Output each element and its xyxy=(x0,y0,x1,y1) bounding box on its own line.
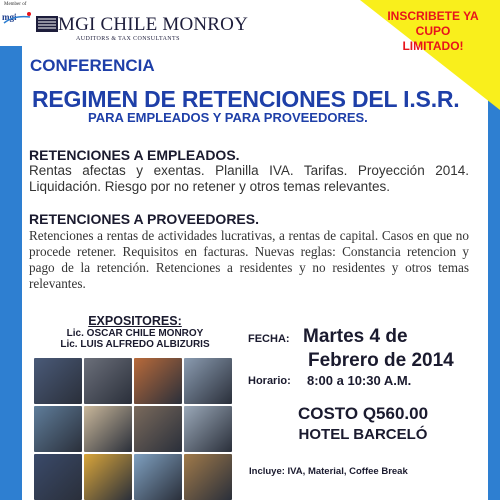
right-blue-bar xyxy=(488,100,500,500)
member-of-label: Member of xyxy=(4,2,27,7)
photo-meeting xyxy=(134,406,182,452)
mgi-swoosh-icon xyxy=(2,9,32,29)
date-label: FECHA: xyxy=(248,333,290,345)
includes: Incluye: IVA, Material, Coffee Break xyxy=(249,466,408,477)
venue: HOTEL BARCELÓ xyxy=(298,426,428,443)
left-blue-bar xyxy=(0,32,22,500)
photo-laboratory xyxy=(134,454,182,500)
mgi-small-logo: mgi xyxy=(2,12,17,22)
logo-subtitle: AUDITORS & TAX CONSULTANTS xyxy=(76,36,180,42)
banner-line-3: LIMITADO! xyxy=(402,39,464,53)
logo-grid-icon xyxy=(36,16,58,32)
time-label: Horario: xyxy=(248,375,291,387)
logo-title: MGI CHILE MONROY xyxy=(58,14,249,35)
banner-text xyxy=(373,9,493,54)
photo-server-room xyxy=(34,358,82,404)
photo-control-panel xyxy=(84,358,132,404)
photo-call-center xyxy=(184,358,232,404)
photo-engineers xyxy=(184,406,232,452)
photo-collage xyxy=(34,358,232,500)
speaker-name: Lic. OSCAR CHILE MONROY xyxy=(66,328,204,339)
speakers-title: EXPOSITORES: xyxy=(88,314,182,328)
section-employees-title: RETENCIONES A EMPLEADOS. xyxy=(29,147,240,163)
banner-line-1: INSCRIBETE YA xyxy=(387,9,479,23)
date-line-2: Febrero de 2014 xyxy=(308,350,454,371)
date-line-1: Martes 4 de xyxy=(303,326,408,347)
speakers-block xyxy=(30,314,240,350)
banner-line-2: CUPO xyxy=(415,24,451,38)
section-employees-body: Rentas afectas y exentas. Planilla IVA. Tarifas. Proyección 2014. Liquidación. Riesgo por no retener y otros temas relevantes. xyxy=(29,163,469,194)
section-suppliers-title: RETENCIONES A PROVEEDORES. xyxy=(29,211,260,227)
photo-office-team xyxy=(84,406,132,452)
event-title: REGIMEN DE RETENCIONES DEL I.S.R. xyxy=(32,86,460,112)
photo-factory-workers xyxy=(34,406,82,452)
photo-firefighters xyxy=(134,358,182,404)
time-value: 8:00 a 10:30 A.M. xyxy=(307,373,412,388)
price: COSTO Q560.00 xyxy=(297,404,429,423)
event-kind: CONFERENCIA xyxy=(30,56,155,75)
speaker-name: Lic. LUIS ALFREDO ALBIZURIS xyxy=(60,339,210,350)
photo-workers-helmets xyxy=(84,454,132,500)
photo-welder xyxy=(34,454,82,500)
photo-construction xyxy=(184,454,232,500)
section-suppliers-body: Retenciones a rentas de actividades lucrativas, a rentas de capital. Casos en que no procede retener. Requisitos en facturas. Nuevas reglas: Constancia retencion y pago de la retención. Retenciones a residentes y no residentes y otros temas relevantes. xyxy=(29,228,469,291)
event-subtitle: PARA EMPLEADOS Y PARA PROVEEDORES. xyxy=(88,110,368,125)
